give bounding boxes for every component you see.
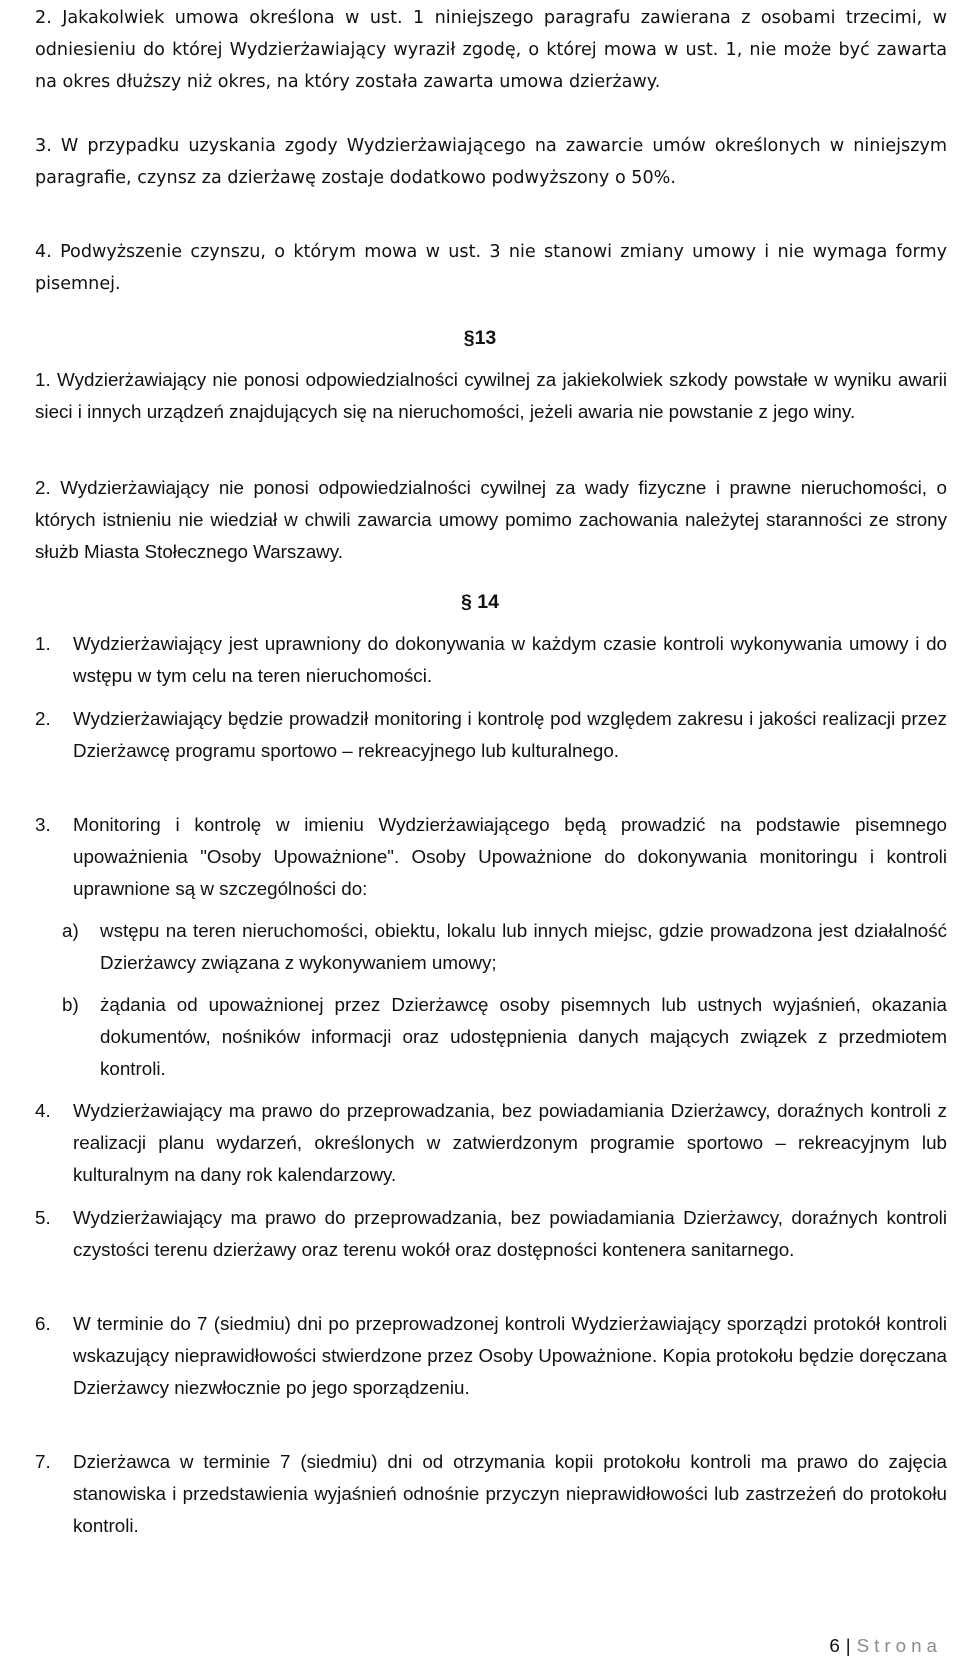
paragraph-4 <box>35 236 947 300</box>
footer-separator: | <box>845 1635 851 1656</box>
paragraph-number: 2. <box>35 8 52 28</box>
section-13-heading: §13 <box>463 327 497 349</box>
section-14-paragraph-5 <box>35 1202 947 1266</box>
paragraph-text: Wydzierżawiający nie ponosi odpowiedzialności cywilnej za jakiekolwiek szkody powstałe w wyniku awarii sieci i innych urządzeń znajdujących się na nieruchomości, jeżeli awaria nie powstanie z jego winy. <box>35 369 948 422</box>
paragraph-text: Dzierżawca w terminie 7 (siedmiu) dni od otrzymania kopii protokołu kontroli ma prawo do zajęcia stanowiska i przedstawienia wyjaśnień odnośnie przyczyn nieprawidłowości lub zastrzeżeń do protokołu kontroli. <box>73 1451 947 1536</box>
paragraph-number: 6. <box>35 1313 51 1334</box>
section-14-subitem-a <box>62 915 947 979</box>
paragraph-2 <box>35 2 947 98</box>
paragraph-number: 4. <box>35 1100 51 1121</box>
paragraph-text: W terminie do 7 (siedmiu) dni po przeprowadzonej kontroli Wydzierżawiający sporządzi protokół kontroli wskazujący nieprawidłowości stwierdzone przez Osoby Upoważnione. Kopia protokołu będzie doręczana Dzierżawcy niezwłocznie po jego sporządzeniu. <box>73 1313 947 1398</box>
paragraph-text: Podwyższenie czynszu, o którym mowa w ust. 3 nie stanowi zmiany umowy i nie wymaga formy pisemnej. <box>35 242 947 294</box>
section-14-paragraph-4 <box>35 1095 947 1191</box>
paragraph-text: Wydzierżawiający jest uprawniony do dokonywania w każdym czasie kontroli wykonywania umowy i do wstępu w tym celu na teren nieruchomości. <box>73 633 947 686</box>
subitem-letter: a) <box>62 920 79 941</box>
section-14-subitem-b <box>62 989 947 1085</box>
paragraph-text: Monitoring i kontrolę w imieniu Wydzierżawiającego będą prowadzić na podstawie pisemnego upoważnienia "Osoby Upoważnione". Osoby Upoważnione do dokonywania monitoringu i kontroli uprawnione są w szczególności do: <box>73 814 947 899</box>
section-13-paragraph-2 <box>35 472 947 568</box>
section-14-paragraph-2 <box>35 703 947 767</box>
paragraph-number: 1. <box>35 369 51 390</box>
section-14-paragraph-1 <box>35 628 947 692</box>
paragraph-3 <box>35 130 947 194</box>
paragraph-number: 4. <box>35 242 52 262</box>
paragraph-text: Wydzierżawiający ma prawo do przeprowadzania, bez powiadamiania Dzierżawcy, doraźnych kontroli czystości terenu dzierżawy oraz terenu wokół oraz dostępności kontenera sanitarnego. <box>73 1207 947 1260</box>
paragraph-number: 3. <box>35 814 51 835</box>
subitem-text: żądania od upoważnionej przez Dzierżawcę osoby pisemnych lub ustnych wyjaśnień, okazania dokumentów, nośników informacji oraz udostępnienia danych mających związek z przedmiotem kontroli. <box>100 994 947 1079</box>
paragraph-number: 7. <box>35 1451 51 1472</box>
paragraph-text: Wydzierżawiający będzie prowadził monitoring i kontrolę pod względem zakresu i jakości realizacji przez Dzierżawcę programu sportowo – rekreacyjnego lub kulturalnego. <box>73 708 947 761</box>
paragraph-number: 1. <box>35 633 51 654</box>
paragraph-text: Wydzierżawiający nie ponosi odpowiedzialności cywilnej za wady fizyczne i prawne nieruchomości, o których istnieniu nie wiedział w chwili zawarcia umowy pomimo zachowania należytej staranności ze strony służb Miasta Stołecznego Warszawy. <box>35 477 947 562</box>
page-footer <box>829 1632 942 1660</box>
paragraph-number: 5. <box>35 1207 51 1228</box>
paragraph-number: 3. <box>35 136 52 156</box>
page-label: Strona <box>856 1635 942 1656</box>
paragraph-text: Jakakolwiek umowa określona w ust. 1 niniejszego paragrafu zawierana z osobami trzecimi, w odniesieniu do której Wydzierżawiający wyraził zgodę, o której mowa w ust. 1, nie może być zawarta na okres dłuższy niż okres, na który została zawarta umowa dzierżawy. <box>35 8 948 92</box>
subitem-letter: b) <box>62 994 79 1015</box>
paragraph-text: Wydzierżawiający ma prawo do przeprowadzania, bez powiadamiania Dzierżawcy, doraźnych kontroli z realizacji planu wydarzeń, określonych w zatwierdzonym programie sportowo – rekreacyjnym lub kulturalnym na dany rok kalendarzowy. <box>73 1100 947 1185</box>
paragraph-number: 2. <box>35 708 51 729</box>
paragraph-number: 2. <box>35 477 51 498</box>
subitem-text: wstępu na teren nieruchomości, obiektu, lokalu lub innych miejsc, gdzie prowadzona jest działalność Dzierżawcy związana z wykonywaniem umowy; <box>100 920 947 973</box>
section-14-heading: § 14 <box>461 591 499 613</box>
paragraph-text: W przypadku uzyskania zgody Wydzierżawiającego na zawarcie umów określonych w niniejszym paragrafie, czynsz za dzierżawę zostaje dodatkowo podwyższony o 50%. <box>35 136 948 188</box>
section-14-paragraph-3 <box>35 809 947 905</box>
section-14-paragraph-6 <box>35 1308 947 1404</box>
page-number: 6 <box>829 1635 840 1656</box>
section-14-paragraph-7 <box>35 1446 947 1542</box>
section-13-paragraph-1 <box>35 364 947 428</box>
